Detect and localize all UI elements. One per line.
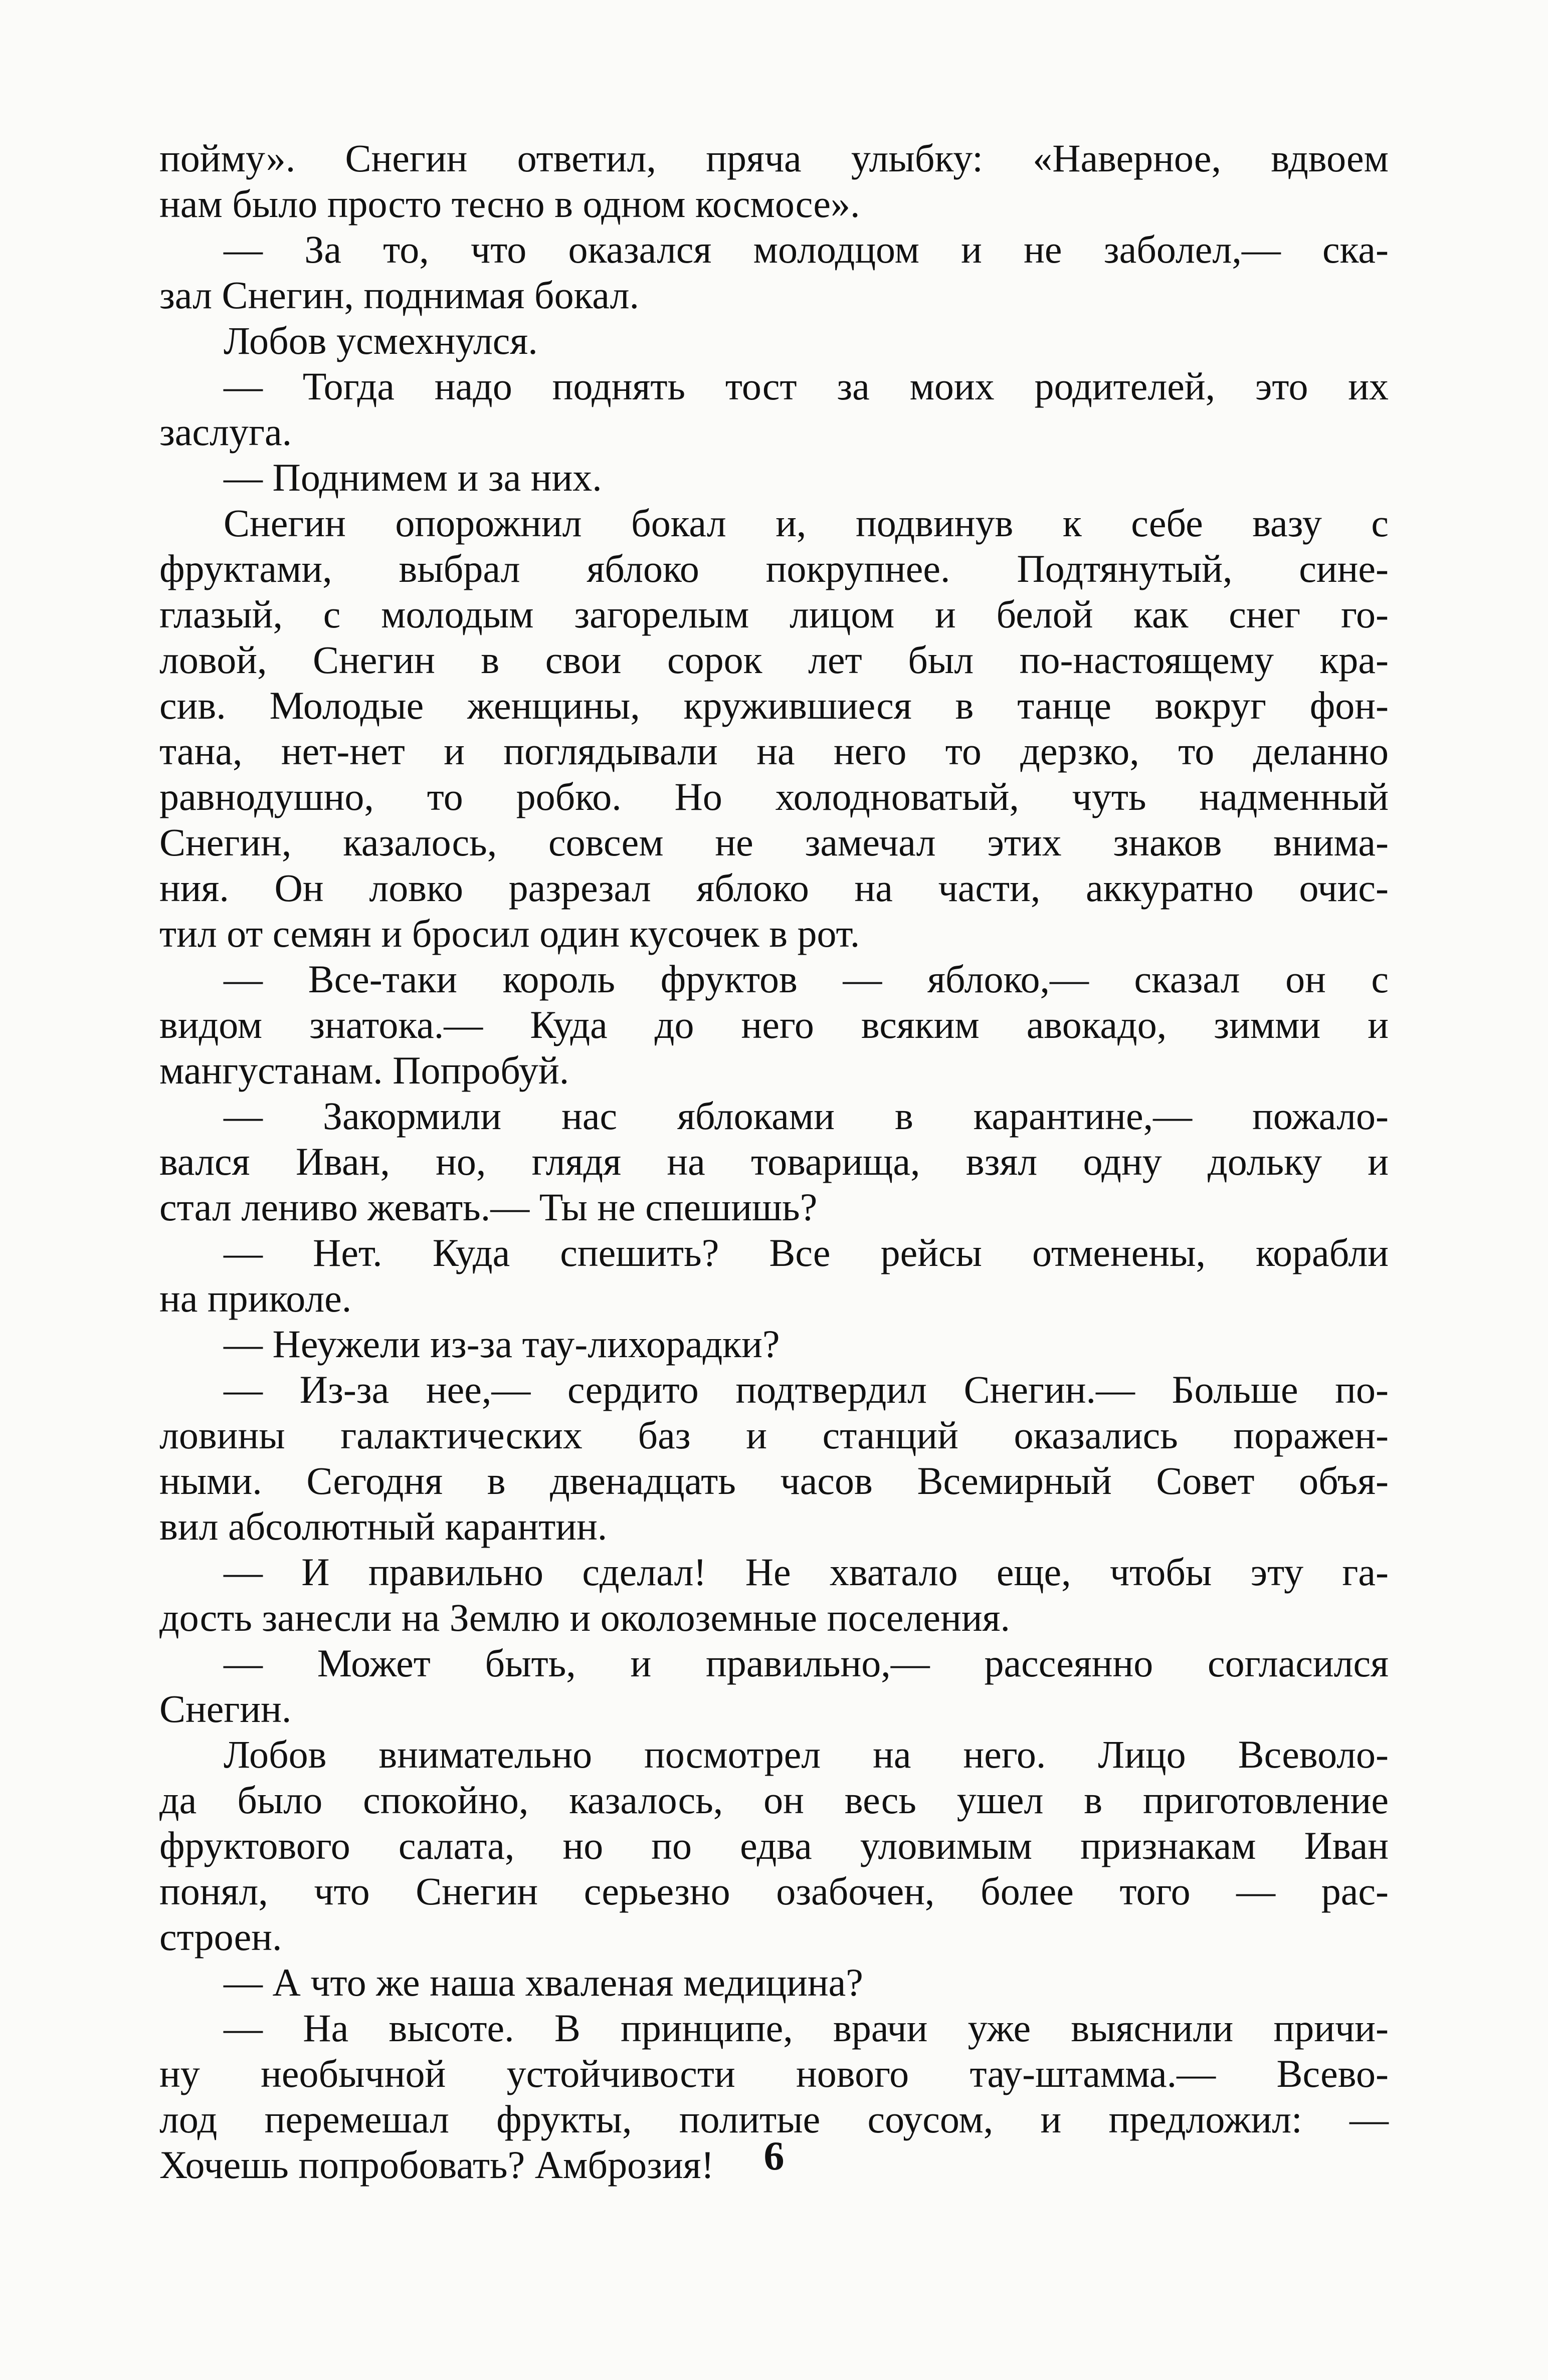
text-line: — Закормили нас яблоками в карантине,— пожало- <box>224 1094 1389 1138</box>
text-line: нам было просто тесно в одном космосе». <box>159 182 860 226</box>
text-line: Лобов усмехнулся. <box>224 319 538 362</box>
text-line: сив. Молодые женщины, кружившиеся в танце вокруг фон- <box>159 684 1389 727</box>
text-line: да было спокойно, казалось, он весь ушел в приготовление <box>159 1778 1389 1822</box>
text-line: — Поднимем и за них. <box>224 456 602 499</box>
text-line: фруктового салата, но по едва уловимым признакам Иван <box>159 1824 1389 1867</box>
text-line: мангустанам. Попробуй. <box>159 1048 569 1092</box>
text-line: равнодушно, то робко. Но холодноватый, чуть надменный <box>159 775 1389 818</box>
text-line: пойму». Снегин ответил, пряча улыбку: «Наверное, вдвоем <box>159 136 1389 180</box>
text-line: видом знатока.— Куда до него всяким авокадо, зимми и <box>159 1003 1389 1046</box>
text-line: ну необычной устойчивости нового тау-штамма.— Всево- <box>159 2052 1389 2095</box>
text-line: Хочешь попробовать? Амброзия! <box>159 2143 714 2187</box>
text-line: стал лениво жевать.— Ты не спешишь? <box>159 1185 818 1229</box>
text-line: заслуга. <box>159 410 292 454</box>
text-line: — Все-таки король фруктов — яблоко,— сказал он с <box>224 957 1389 1001</box>
text-line: вался Иван, но, глядя на товарища, взял одну дольку и <box>159 1140 1389 1183</box>
text-line: Снегин, казалось, совсем не замечал этих знаков внима- <box>159 820 1389 864</box>
text-line: ловой, Снегин в свои сорок лет был по-настоящему кра- <box>159 638 1389 682</box>
text-line: тил от семян и бросил один кусочек в рот. <box>159 912 860 955</box>
text-line: — На высоте. В принципе, врачи уже выяснили причи- <box>224 2006 1389 2050</box>
text-line: — Неужели из-за тау-лихорадки? <box>224 1322 780 1366</box>
text-line: — И правильно сделал! Не хватало еще, чтобы эту га- <box>224 1550 1389 1594</box>
text-line: Лобов внимательно посмотрел на него. Лицо Всеволо- <box>224 1733 1389 1776</box>
text-line: ными. Сегодня в двенадцать часов Всемирный Совет объя- <box>159 1459 1389 1502</box>
text-line: строен. <box>159 1915 282 1959</box>
page-number: 6 <box>763 2133 785 2179</box>
text-line: — А что же наша хваленая медицина? <box>224 1961 863 2004</box>
text-line: глазый, с молодым загорелым лицом и белой как снег го- <box>159 592 1389 636</box>
text-line: — За то, что оказался молодцом и не заболел,— ска- <box>224 228 1389 271</box>
text-line: — Тогда надо поднять тост за моих родителей, это их <box>224 364 1389 408</box>
text-line: понял, что Снегин серьезно озабочен, более того — рас- <box>159 1869 1389 1913</box>
text-line: на приколе. <box>159 1276 352 1320</box>
text-line: Снегин опорожнил бокал и, подвинув к себе вазу с <box>224 501 1389 545</box>
text-line: Снегин. <box>159 1687 292 1730</box>
text-line: зал Снегин, поднимая бокал. <box>159 273 640 317</box>
text-line: ловины галактических баз и станций оказались поражен- <box>159 1413 1389 1457</box>
text-line: тана, нет-нет и поглядывали на него то дерзко, то деланно <box>159 729 1389 773</box>
text-line: лод перемешал фрукты, политые соусом, и предложил: — <box>159 2097 1389 2141</box>
text-line: вил абсолютный карантин. <box>159 1504 608 1548</box>
body-text <box>159 135 1389 2188</box>
text-line: фруктами, выбрал яблоко покрупнее. Подтянутый, сине- <box>159 547 1389 590</box>
text-line: — Нет. Куда спешить? Все рейсы отменены, корабли <box>224 1231 1389 1274</box>
text-line: ния. Он ловко разрезал яблоко на части, аккуратно очис- <box>159 866 1389 910</box>
text-line: — Может быть, и правильно,— рассеянно согласился <box>224 1641 1389 1685</box>
text-line: дость занесли на Землю и околоземные поселения. <box>159 1596 1010 1639</box>
text-line: — Из-за нее,— сердито подтвердил Снегин.— Больше по- <box>224 1368 1389 1411</box>
